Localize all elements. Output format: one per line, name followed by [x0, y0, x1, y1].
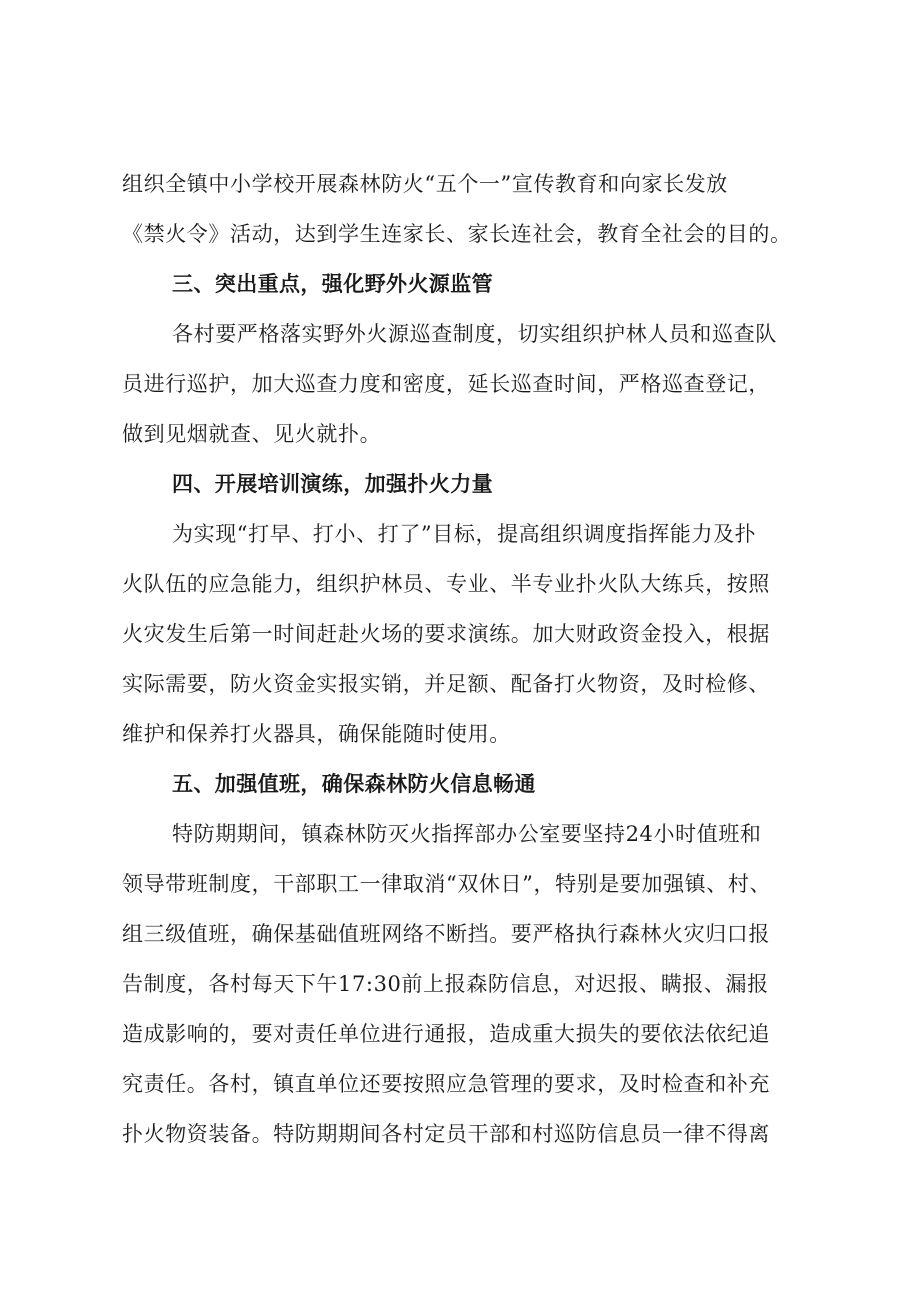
paragraph-line: 组织全镇中小学校开展森林防火“五个一”宣传教育和向家长发放 — [122, 172, 728, 196]
paragraph-line: 告制度，各村每天下午17:30前上报森防信息，对迟报、瞒报、漏报 — [122, 972, 769, 996]
paragraph-line: 维护和保养打火器具，确保能随时使用。 — [122, 722, 511, 746]
paragraph-line: 究责任。各村，镇直单位还要按照应急管理的要求，及时检查和补充 — [122, 1072, 770, 1096]
paragraph-line: 各村要严格落实野外火源巡查制度，切实组织护林人员和巡查队 — [172, 322, 777, 346]
paragraph-line: 组三级值班，确保基础值班网络不断挡。要严格执行森林火灾归口报 — [122, 922, 770, 946]
section-heading-5: 五、加强值班，确保森林防火信息畅通 — [172, 772, 536, 796]
section-heading-4: 四、开展培训演练，加强扑火力量 — [172, 472, 493, 496]
section-heading-3: 三、突出重点，强化野外火源监管 — [172, 272, 493, 296]
paragraph-line: 实际需要，防火资金实报实销，并足额、配备打火物资，及时检修、 — [122, 672, 770, 696]
paragraph-line: 火灾发生后第一时间赶赴火场的要求演练。加大财政资金投入，根据 — [122, 622, 770, 646]
paragraph-line: 为实现“打早、打小、打了”目标，提高组织调度指挥能力及扑 — [172, 522, 757, 546]
paragraph-line: 员进行巡护，加大巡查力度和密度，延长巡查时间，严格巡查登记， — [122, 372, 770, 396]
paragraph-line: 火队伍的应急能力，组织护林员、专业、半专业扑火队大练兵，按照 — [122, 572, 770, 596]
paragraph-line: 做到见烟就查、见火就扑。 — [122, 422, 382, 446]
paragraph-line: 扑火物资装备。特防期期间各村定员干部和村巡防信息员一律不得离 — [122, 1122, 770, 1146]
paragraph-line: 《禁火令》活动，达到学生连家长、家长连社会，教育全社会的目的。 — [122, 222, 792, 246]
paragraph-line: 领导带班制度，干部职工一律取消“双休日”，特别是要加强镇、村、 — [122, 872, 772, 896]
paragraph-line: 造成影响的，要对责任单位进行通报，造成重大损失的要依法依纪追 — [122, 1022, 770, 1046]
paragraph-line: 特防期期间，镇森林防灭火指挥部办公室要坚持24小时值班和 — [172, 822, 762, 846]
